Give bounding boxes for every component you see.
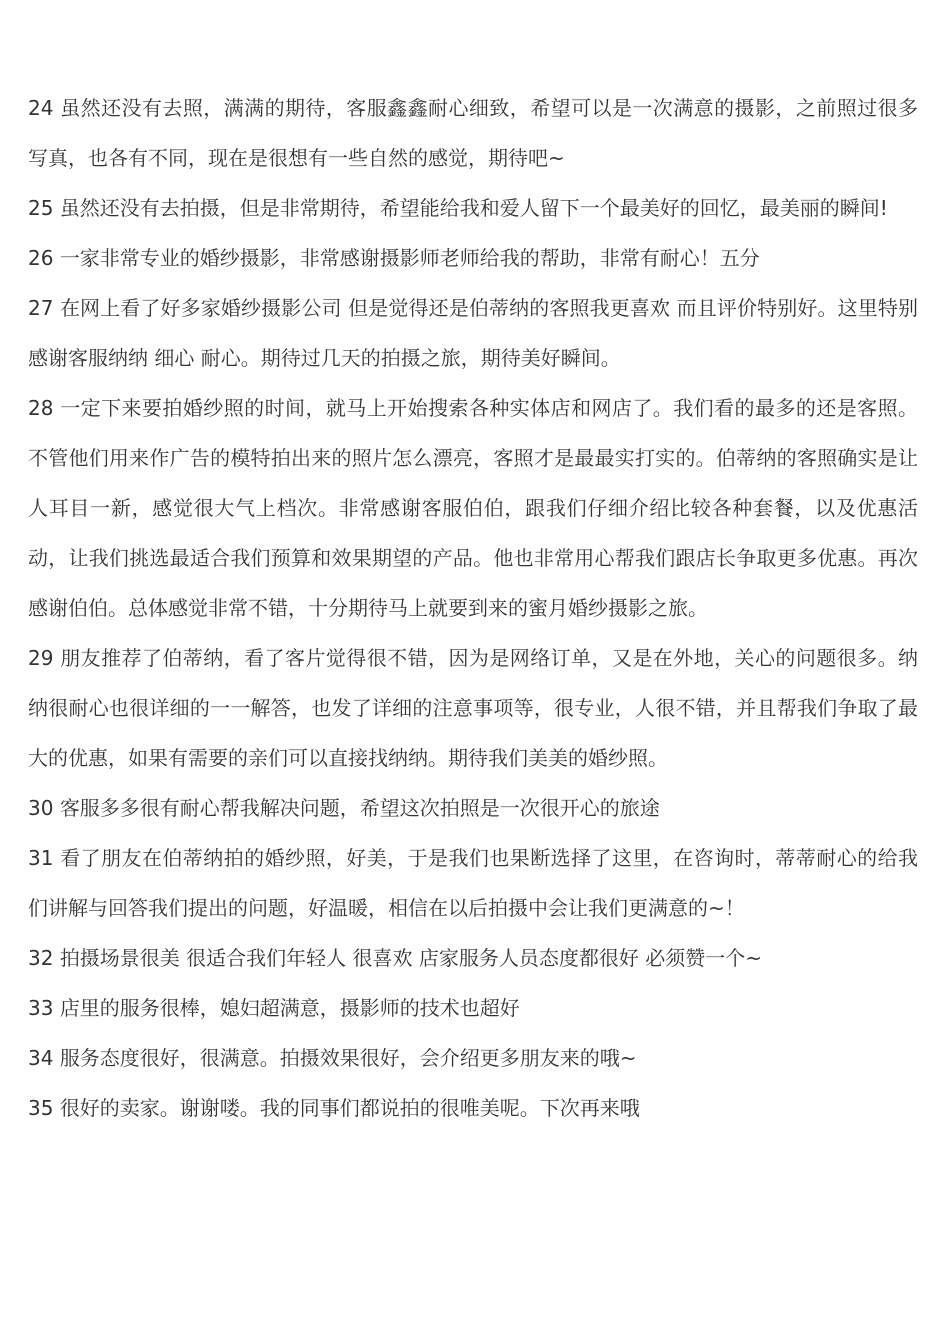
review-item [28, 1083, 918, 1133]
review-text: 店里的服务很棒，媳妇超满意，摄影师的技术也超好 [59, 996, 520, 1020]
review-list [28, 83, 918, 1133]
review-item [28, 383, 918, 633]
review-item [28, 933, 918, 983]
review-text: 客服多多很有耐心帮我解决问题，希望这次拍照是一次很开心的旅途 [59, 796, 660, 820]
review-item [28, 183, 918, 233]
review-text: 看了朋友在伯蒂纳拍的婚纱照，好美，于是我们也果断选择了这里，在咨询时，蒂蒂耐心的给我们讲解与回答我们提出的问题，好温暖，相信在以后拍摄中会让我们更满意的~！ [28, 846, 919, 920]
review-item [28, 1033, 918, 1083]
review-number: 28 [28, 396, 54, 420]
review-number: 29 [28, 646, 54, 670]
review-number: 31 [28, 846, 54, 870]
review-number: 27 [28, 296, 54, 320]
review-text: 朋友推荐了伯蒂纳，看了客片觉得很不错，因为是网络订单，又是在外地，关心的问题很多。纳纳很耐心也很详细的一一解答，也发了详细的注意事项等，很专业，人很不错，并且帮我们争取了最大的优惠，如果有需要的亲们可以直接找纳纳。期待我们美美的婚纱照。 [28, 646, 919, 770]
review-text: 虽然还没有去照，满满的期待，客服鑫鑫耐心细致，希望可以是一次满意的摄影，之前照过很多写真，也各有不同，现在是很想有一些自然的感觉，期待吧~ [28, 96, 919, 170]
review-number: 33 [28, 996, 54, 1020]
review-text: 一家非常专业的婚纱摄影，非常感谢摄影师老师给我的帮助，非常有耐心！五分 [59, 246, 760, 270]
review-item [28, 83, 918, 183]
review-number: 34 [28, 1046, 54, 1070]
review-number: 35 [28, 1096, 54, 1120]
review-text: 拍摄场景很美 很适合我们年轻人 很喜欢 店家服务人员态度都很好 必须赞一个~ [59, 946, 762, 970]
review-number: 26 [28, 246, 54, 270]
review-text: 很好的卖家。谢谢喽。我的同事们都说拍的很唯美呢。下次再来哦 [59, 1096, 640, 1120]
review-number: 30 [28, 796, 54, 820]
review-text: 一定下来要拍婚纱照的时间，就马上开始搜索各种实体店和网店了。我们看的最多的还是客照。不管他们用来作广告的模特拍出来的照片怎么漂亮，客照才是最最实打实的。伯蒂纳的客照确实是让人耳目一新，感觉很大气上档次。非常感谢客服伯伯，跟我们仔细介绍比较各种套餐，以及优惠活动，让我们挑选最适合我们预算和效果期望的产品。他也非常用心帮我们跟店长争取更多优惠。再次感谢伯伯。总体感觉非常不错，十分期待马上就要到来的蜜月婚纱摄影之旅。 [28, 396, 919, 620]
review-text: 在网上看了好多家婚纱摄影公司 但是觉得还是伯蒂纳的客照我更喜欢 而且评价特别好。这里特别感谢客服纳纳 细心 耐心。期待过几天的拍摄之旅，期待美好瞬间。 [28, 296, 918, 370]
review-number: 24 [28, 96, 54, 120]
review-number: 32 [28, 946, 54, 970]
review-text: 服务态度很好，很满意。拍摄效果很好，会介绍更多朋友来的哦~ [59, 1046, 637, 1070]
review-item [28, 633, 918, 783]
review-item [28, 233, 918, 283]
review-item [28, 283, 918, 383]
review-item [28, 833, 918, 933]
review-item [28, 783, 918, 833]
review-item [28, 983, 918, 1033]
review-number: 25 [28, 196, 54, 220]
review-text: 虽然还没有去拍摄，但是非常期待，希望能给我和爱人留下一个最美好的回忆，最美丽的瞬间! [59, 196, 888, 220]
